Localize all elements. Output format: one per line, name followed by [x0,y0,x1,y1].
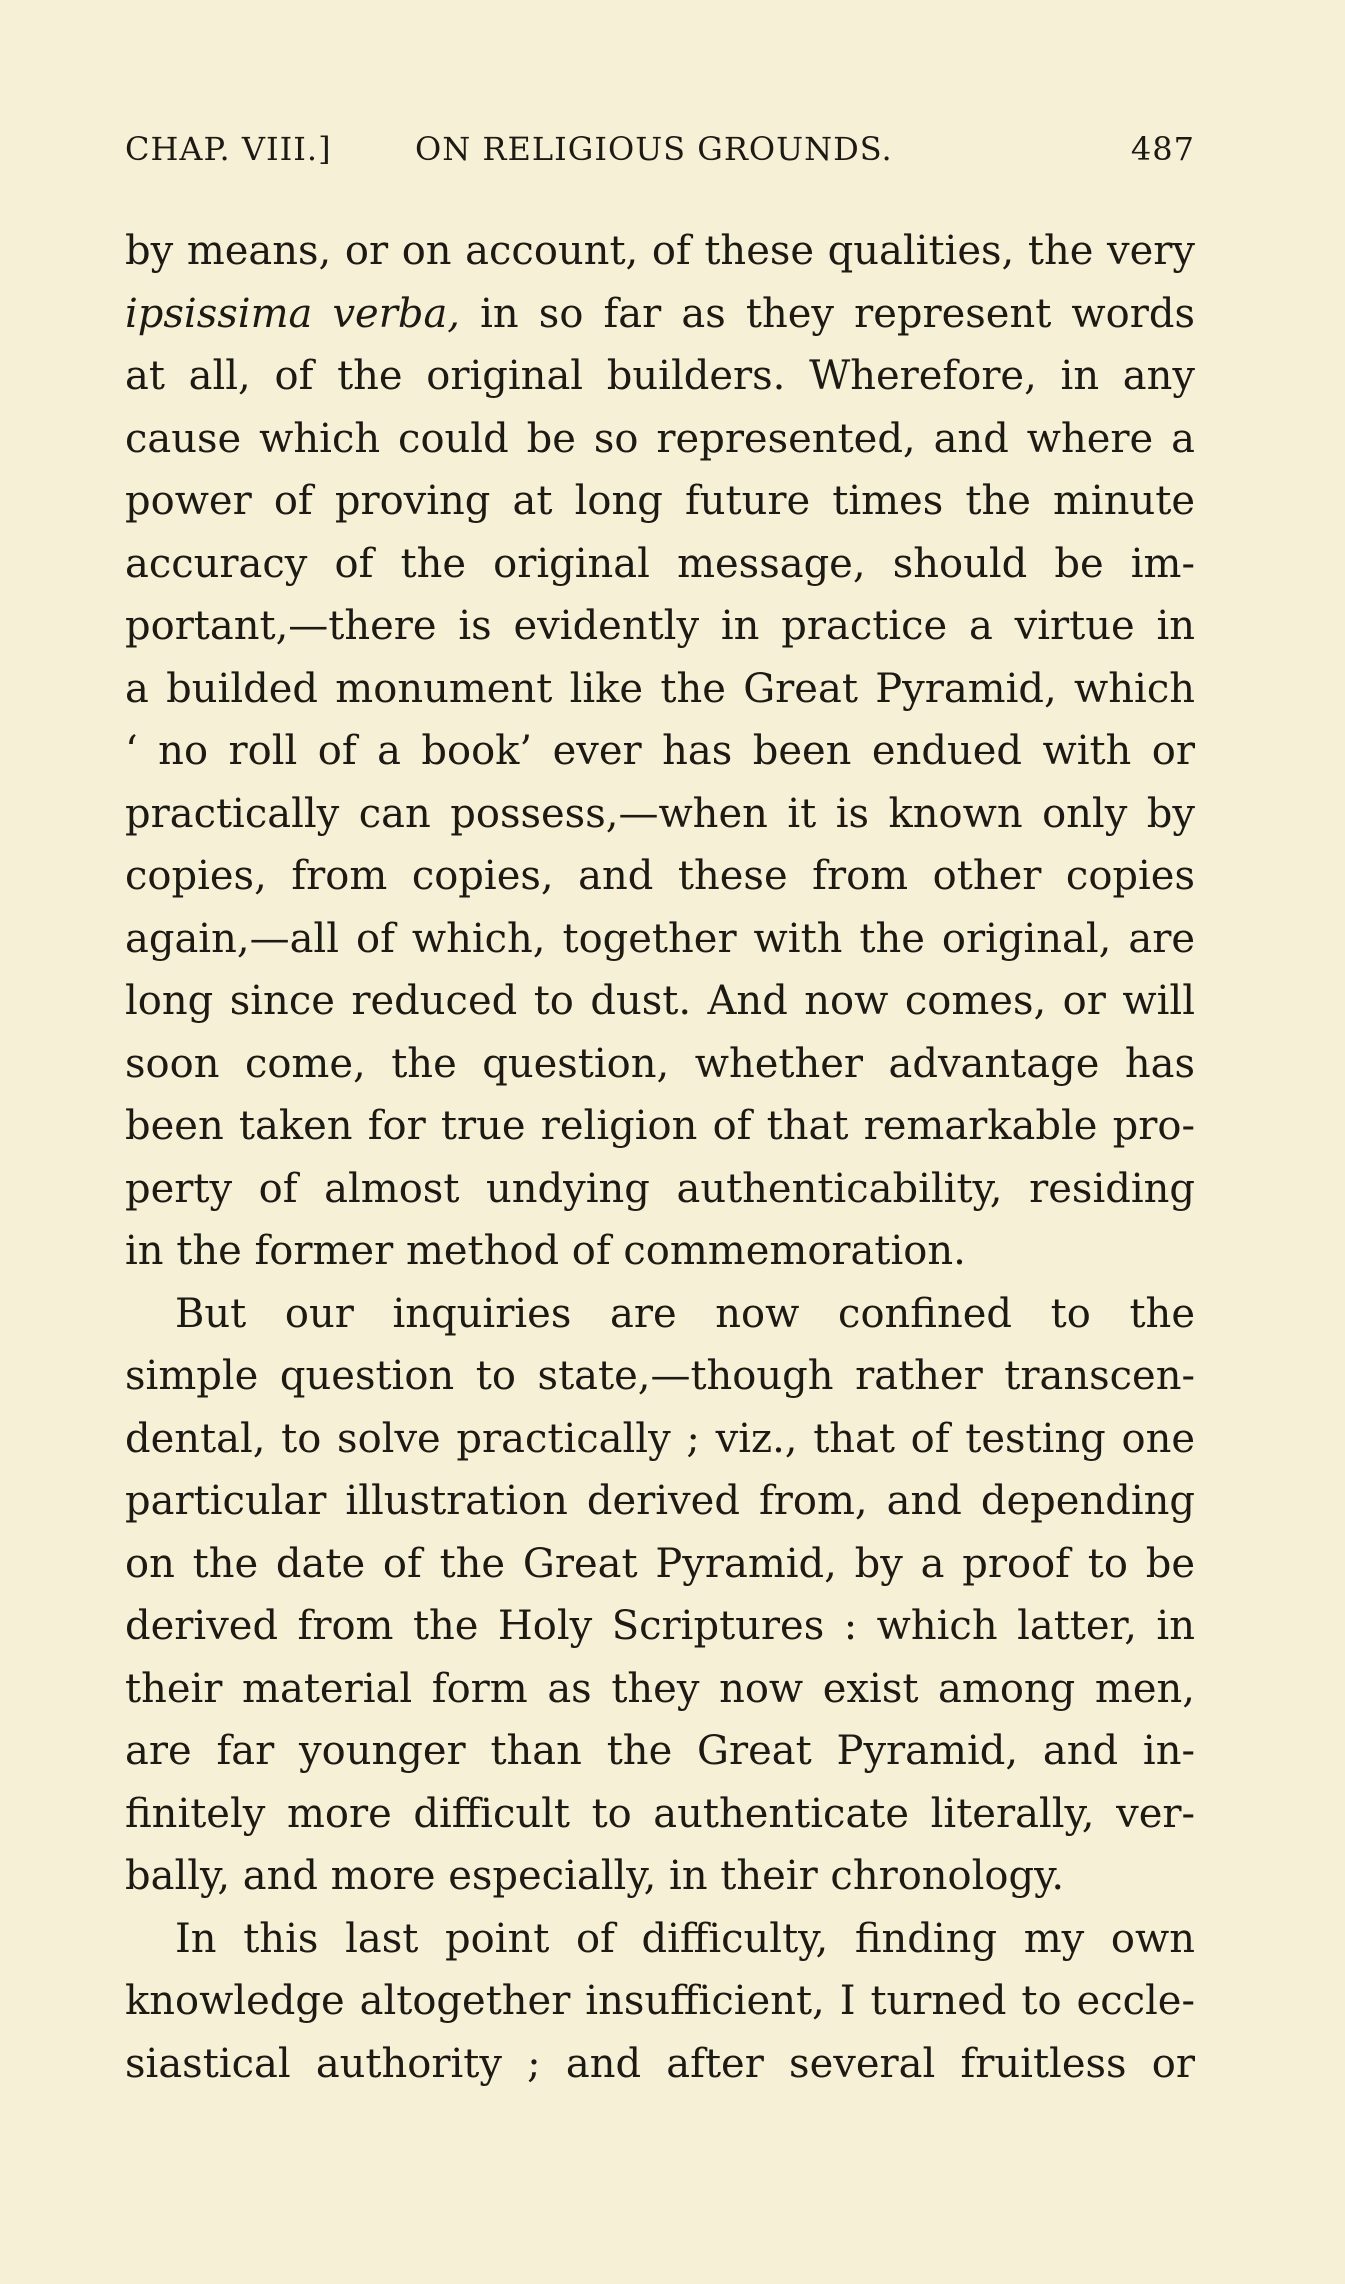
text-line: again,—all of which, together with the original, are [125,915,1195,962]
running-title: ON RELIGIOUS GROUNDS. [415,130,893,168]
text-line: dental, to solve practically ; viz., that of testing one [125,1415,1195,1462]
text-line: siastical authority ; and after several fruitless or [125,2040,1195,2087]
body-text [125,220,1195,2095]
paragraph-start-line: In this last point of difficulty, finding my own [175,1915,1195,1962]
text-line: knowledge altogether insufficient, I turned to eccle- [125,1978,1195,2024]
text-line: simple question to state,—though rather transcen- [125,1353,1195,1399]
text-line: at all, of the original builders. Wherefore, in any [125,353,1195,399]
text-line: cause which could be so represented, and where a [125,415,1195,462]
text-line: soon come, the question, whether advantage has [125,1040,1195,1087]
text-line: perty of almost undying authenticability, residing [125,1165,1195,1212]
text-line: copies, from copies, and these from other copies [125,853,1195,899]
paragraph-end-line: bally, and more especially, in their chronology. [125,1853,1065,1899]
text-line: power of proving at long future times the minute [125,478,1195,524]
text-line [125,283,1195,346]
page-number: 487 [1130,130,1195,168]
chapter-label: CHAP. VIII.] [125,130,332,168]
text-line: derived from the Holy Scriptures : which latter, in [125,1603,1195,1649]
text-line: been taken for true religion of that remarkable pro- [125,1103,1195,1149]
text-line: a builded monument like the Great Pyramid, which [125,665,1195,712]
text-line: their material form as they now exist among men, [125,1665,1195,1712]
paragraph-end-line: in the former method of commemoration. [125,1228,966,1274]
text-fragment: in so far as they represent words [460,290,1195,337]
text-line: accuracy of the original message, should be im- [125,540,1195,587]
text-line: on the date of the Great Pyramid, by a proof to be [125,1540,1195,1587]
latin-phrase: ipsissima verba, [125,290,461,337]
paragraph-start-line: But our inquiries are now confined to the [175,1290,1195,1337]
text-line: are far younger than the Great Pyramid, and in- [125,1728,1195,1774]
text-line: ‘ no roll of a book’ ever has been endued with or [125,728,1195,774]
running-header [125,130,1195,190]
text-line: practically can possess,—when it is known only by [125,790,1195,837]
text-line: long since reduced to dust. And now comes, or will [125,978,1195,1024]
text-line: particular illustration derived from, and depending [125,1478,1195,1524]
text-line: by means, or on account, of these qualities, the very [125,228,1195,274]
text-line: portant,—there is evidently in practice a virtue in [125,603,1195,649]
text-line: finitely more difficult to authenticate literally, ver- [125,1790,1195,1837]
